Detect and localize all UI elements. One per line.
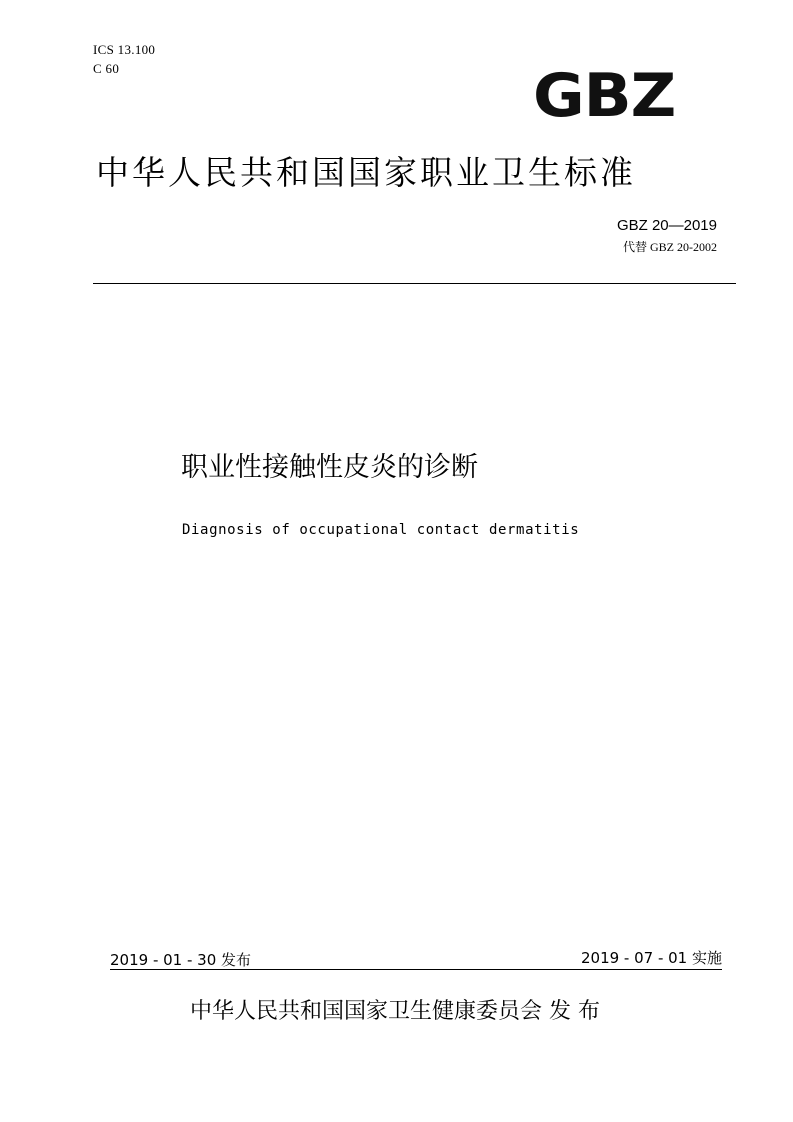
- document-title-english: Diagnosis of occupational contact dermatitis: [182, 522, 580, 538]
- classification-codes: [93, 40, 155, 78]
- issue-date: 2019 - 01 - 30 发布: [110, 951, 252, 969]
- date-divider: [110, 969, 722, 970]
- implementation-date: 2019 - 07 - 01 实施: [580, 949, 722, 967]
- ccs-code: C 60: [93, 61, 120, 76]
- standard-number-block: [617, 215, 717, 257]
- header-divider: [93, 283, 736, 284]
- ics-code: ICS 13.100: [93, 42, 156, 57]
- document-title-chinese: 职业性接触性皮炎的诊断: [181, 452, 478, 483]
- standard-series-title: 中华人民共和国国家职业卫生标准: [96, 153, 636, 192]
- replaces-note: 代替 GBZ 20-2002: [623, 240, 717, 254]
- issuing-authority: 中华人民共和国国家卫生健康委员会 发 布: [190, 999, 600, 1024]
- gbz-logo: GBZ: [533, 61, 676, 131]
- standard-code: GBZ 20—2019: [616, 217, 717, 234]
